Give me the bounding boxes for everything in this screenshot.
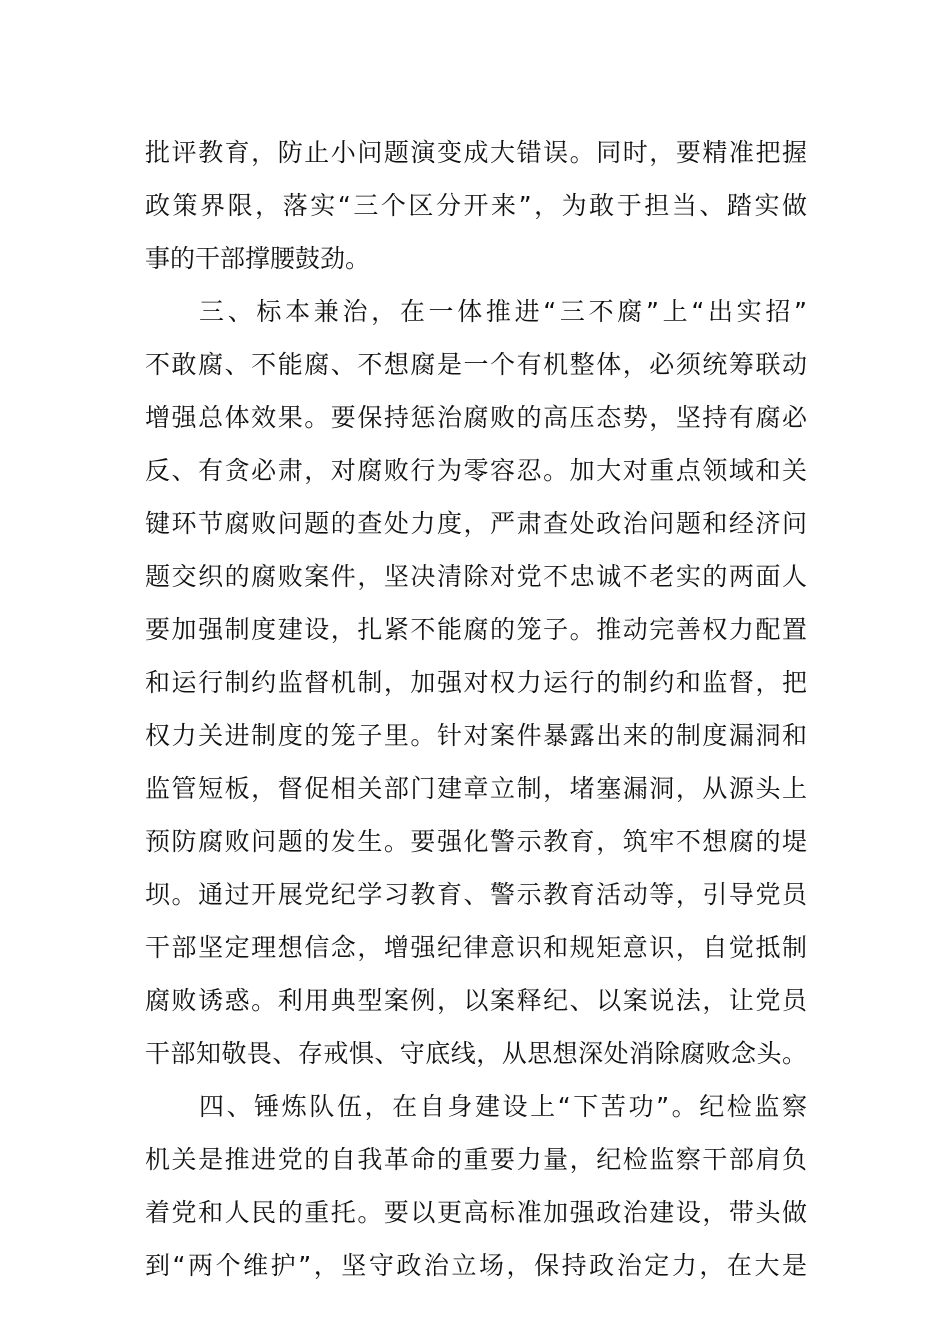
text-line: 政策界限，落实“三个区分开来”，为敢于担当、踏实做 bbox=[145, 191, 807, 220]
text-line: 机关是推进党的自我革命的重要力量，纪检监察干部肩负 bbox=[145, 1145, 807, 1174]
text-line: 反、有贪必肃，对腐败行为零容忍。加大对重点领域和关 bbox=[145, 456, 807, 485]
section-heading-3: 三、标本兼治，在一体推进“三不腐”上“出实招” bbox=[199, 297, 807, 326]
body-text bbox=[145, 126, 807, 1292]
text-line: 腐败诱惑。利用典型案例，以案释纪、以案说法，让党员 bbox=[145, 986, 807, 1015]
text-line: 预防腐败问题的发生。要强化警示教育，筑牢不想腐的堤 bbox=[145, 827, 807, 856]
text-line: 到“两个维护”，坚守政治立场，保持政治定力，在大是 bbox=[145, 1251, 807, 1280]
text-line: 着党和人民的重托。要以更高标准加强政治建设，带头做 bbox=[145, 1198, 807, 1227]
text-line: 权力关进制度的笼子里。针对案件暴露出来的制度漏洞和 bbox=[145, 721, 807, 750]
text-line: 事的干部撑腰鼓劲。 bbox=[145, 244, 371, 273]
text-line: 和运行制约监督机制，加强对权力运行的制约和监督，把 bbox=[145, 668, 807, 697]
section-heading-4: 四、锤炼队伍，在自身建设上“下苦功”。纪检监察 bbox=[199, 1092, 807, 1121]
text-line: 坝。通过开展党纪学习教育、警示教育活动等，引导党员 bbox=[145, 880, 807, 909]
text-line: 监管短板，督促相关部门建章立制，堵塞漏洞，从源头上 bbox=[145, 774, 807, 803]
text-line: 要加强制度建设，扎紧不能腐的笼子。推动完善权力配置 bbox=[145, 615, 807, 644]
text-line: 题交织的腐败案件，坚决清除对党不忠诚不老实的两面人 bbox=[145, 562, 807, 591]
text-line: 增强总体效果。要保持惩治腐败的高压态势，坚持有腐必 bbox=[145, 403, 807, 432]
text-line: 批评教育，防止小问题演变成大错误。同时，要精准把握 bbox=[145, 138, 807, 167]
text-line: 干部坚定理想信念，增强纪律意识和规矩意识，自觉抵制 bbox=[145, 933, 807, 962]
text-line: 干部知敬畏、存戒惧、守底线，从思想深处消除腐败念头。 bbox=[145, 1039, 807, 1068]
text-line: 键环节腐败问题的查处力度，严肃查处政治问题和经济问 bbox=[145, 509, 807, 538]
text-line: 不敢腐、不能腐、不想腐是一个有机整体，必须统筹联动 bbox=[145, 350, 807, 379]
